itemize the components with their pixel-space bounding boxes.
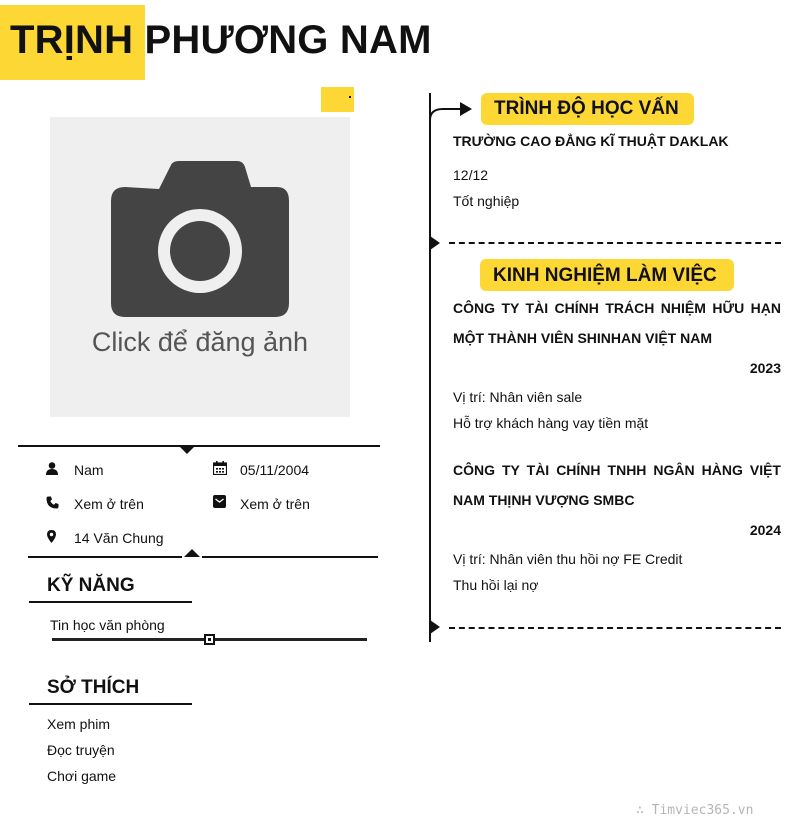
job-company-line1 <box>453 462 781 478</box>
user-icon <box>46 462 58 475</box>
education-grade: 12/12 <box>453 167 489 183</box>
job-position: Vị trí: Nhân viên sale <box>453 389 583 405</box>
school-name: TRƯỜNG CAO ĐẲNG KĨ THUẬT DAKLAK <box>453 133 729 149</box>
education-title: TRÌNH ĐỘ HỌC VẤN <box>494 98 679 119</box>
photo-caption[interactable]: Click để đăng ảnh <box>91 327 309 357</box>
section-dashed-divider <box>449 627 781 629</box>
timeline-marker <box>430 620 440 634</box>
watermark: ∴ Timviec365.vn <box>636 803 754 818</box>
info-top-divider <box>18 445 380 447</box>
timeline-marker <box>430 236 440 250</box>
camera-icon <box>111 161 289 317</box>
hobby-item: Chơi game <box>47 768 117 784</box>
experience-title: KINH NGHIỆM LÀM VIỆC <box>493 265 717 286</box>
skills-underline <box>29 601 192 603</box>
job-year: 2023 <box>749 360 781 376</box>
section-dashed-divider <box>449 242 781 244</box>
job-company-text: CÔNG TY TÀI CHÍNH TRÁCH NHIỆM HỮU HẠN <box>453 300 781 316</box>
divider-arrow-down <box>179 446 195 454</box>
email-value: Xem ở trên <box>240 496 310 512</box>
education-status: Tốt nghiệp <box>453 193 520 209</box>
timeline-arrow-icon <box>429 100 473 120</box>
info-bottom-divider-right <box>202 556 378 558</box>
accent-dot <box>349 96 351 98</box>
skills-title: KỸ NĂNG <box>47 575 135 596</box>
phone-value: Xem ở trên <box>74 496 144 512</box>
candidate-name: TRỊNH PHƯƠNG NAM <box>10 18 432 62</box>
location-pin-icon <box>47 530 56 543</box>
job-year: 2024 <box>749 522 781 538</box>
phone-icon <box>46 496 59 509</box>
hobbies-underline <box>29 703 192 705</box>
hobby-item: Đọc truyện <box>47 742 115 758</box>
calendar-icon <box>213 461 227 475</box>
gender-value: Nam <box>74 462 104 478</box>
job-description: Thu hồi lại nợ <box>453 577 539 593</box>
birthday-value: 05/11/2004 <box>240 462 310 478</box>
skill-level-handle[interactable] <box>204 634 215 645</box>
timeline-line <box>429 93 431 642</box>
job-company-text: CÔNG TY TÀI CHÍNH TNHH NGÂN HÀNG VIỆT <box>453 462 781 478</box>
photo-upload[interactable] <box>50 117 350 417</box>
hobby-item: Xem phim <box>47 716 111 732</box>
skill-name: Tin học văn phòng <box>50 617 165 633</box>
job-description: Hỗ trợ khách hàng vay tiền mặt <box>453 415 649 431</box>
job-company-line2: MỘT THÀNH VIÊN SHINHAN VIỆT NAM <box>453 330 712 346</box>
job-position: Vị trí: Nhân viên thu hồi nợ FE Credit <box>453 551 683 567</box>
info-bottom-divider-left <box>28 556 182 558</box>
job-company-line2: NAM THỊNH VƯỢNG SMBC <box>453 492 635 508</box>
hobbies-title: SỞ THÍCH <box>47 677 140 698</box>
job-company-line1 <box>453 300 781 316</box>
email-icon <box>213 495 226 508</box>
address-value: 14 Văn Chung <box>74 530 164 546</box>
accent-tag <box>321 87 354 112</box>
divider-arrow-up <box>184 549 200 557</box>
